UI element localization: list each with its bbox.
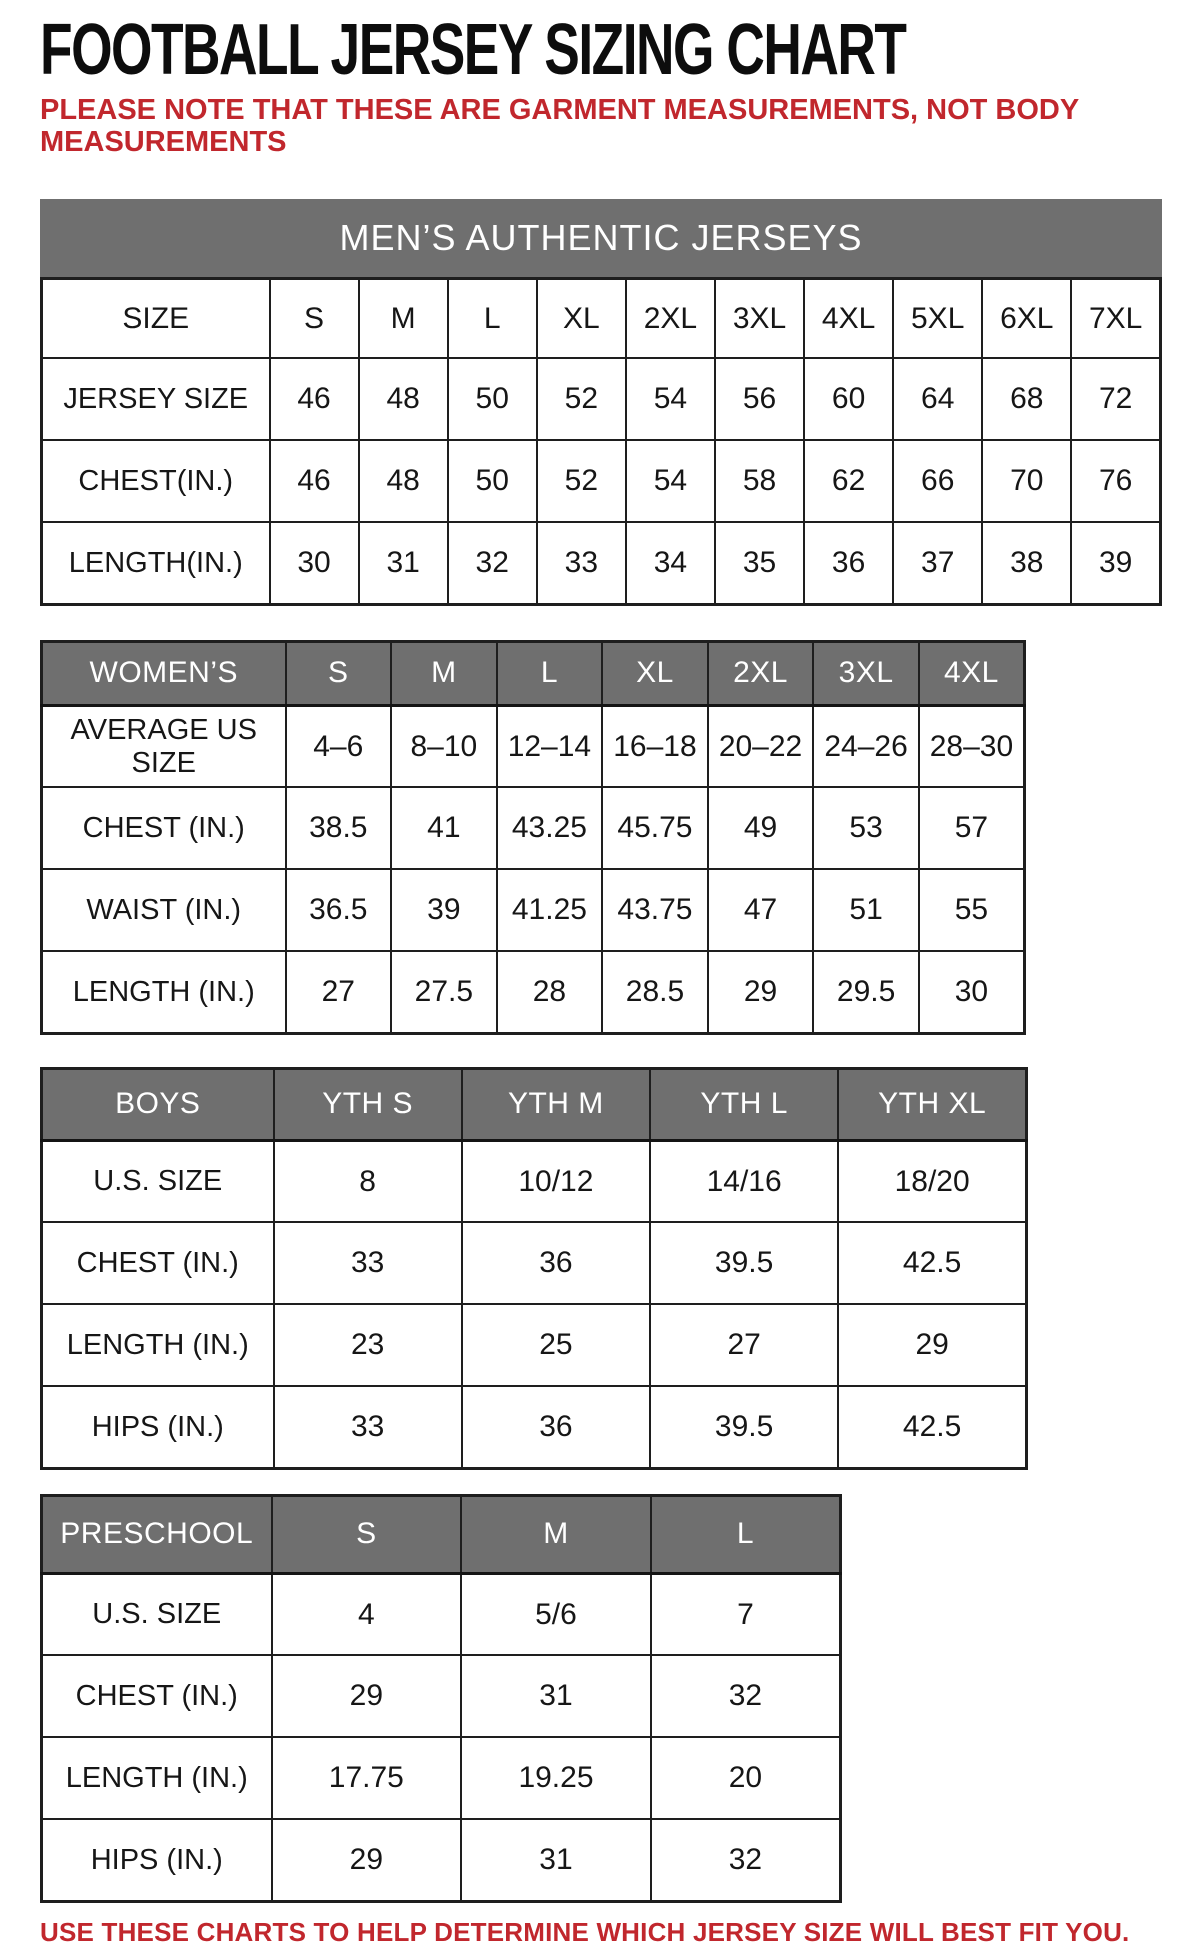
womens-size-table	[40, 640, 1026, 1035]
womens-value-cell: 38.5	[286, 787, 392, 869]
boys-value-cell: 18/20	[838, 1140, 1026, 1222]
mens-column-header: 7XL	[1071, 278, 1160, 358]
preschool-value-cell: 19.25	[461, 1737, 651, 1819]
mens-value-cell: 54	[626, 440, 715, 522]
boys-column-header: YTH XL	[838, 1068, 1026, 1140]
boys-header-row	[42, 1068, 1027, 1140]
mens-value-cell: 50	[448, 358, 537, 440]
boys-value-cell: 39.5	[650, 1222, 838, 1304]
mens-column-header: 4XL	[804, 278, 893, 358]
mens-table-label: SIZE	[42, 278, 270, 358]
mens-column-header: 5XL	[893, 278, 982, 358]
womens-value-cell: 36.5	[286, 869, 392, 951]
womens-table-row	[42, 787, 1025, 869]
mens-value-cell: 31	[359, 522, 448, 604]
mens-value-cell: 50	[448, 440, 537, 522]
womens-value-cell: 29	[708, 951, 814, 1033]
womens-column-header: 2XL	[708, 641, 814, 705]
mens-value-cell: 38	[982, 522, 1071, 604]
womens-value-cell: 30	[919, 951, 1025, 1033]
preschool-size-table	[40, 1494, 842, 1903]
mens-table-banner: MEN’S AUTHENTIC JERSEYS	[40, 199, 1162, 277]
mens-size-table	[40, 277, 1162, 606]
preschool-table-row	[42, 1737, 841, 1819]
mens-column-header: 2XL	[626, 278, 715, 358]
mens-value-cell: 33	[537, 522, 626, 604]
mens-table-row	[42, 440, 1161, 522]
womens-column-header: L	[497, 641, 603, 705]
mens-value-cell: 58	[715, 440, 804, 522]
boys-row-label: CHEST (IN.)	[42, 1222, 274, 1304]
preschool-value-cell: 7	[651, 1573, 841, 1655]
womens-value-cell: 27	[286, 951, 392, 1033]
boys-value-cell: 33	[274, 1222, 462, 1304]
womens-row-label: CHEST (IN.)	[42, 787, 286, 869]
mens-row-label: LENGTH(IN.)	[42, 522, 270, 604]
boys-column-header: YTH L	[650, 1068, 838, 1140]
womens-value-cell: 47	[708, 869, 814, 951]
womens-value-cell: 45.75	[602, 787, 708, 869]
mens-table-row	[42, 358, 1161, 440]
mens-value-cell: 48	[359, 358, 448, 440]
mens-value-cell: 68	[982, 358, 1071, 440]
preschool-value-cell: 17.75	[272, 1737, 462, 1819]
womens-header-row	[42, 641, 1025, 705]
womens-value-cell: 20–22	[708, 705, 814, 787]
boys-table-label: BOYS	[42, 1068, 274, 1140]
boys-table-row	[42, 1140, 1027, 1222]
womens-table-section	[40, 640, 1200, 1035]
womens-table-row	[42, 869, 1025, 951]
preschool-table-section	[40, 1494, 1200, 1903]
womens-row-label: AVERAGE US SIZE	[42, 705, 286, 787]
womens-row-label: LENGTH (IN.)	[42, 951, 286, 1033]
womens-column-header: M	[391, 641, 497, 705]
womens-row-label: WAIST (IN.)	[42, 869, 286, 951]
womens-value-cell: 24–26	[813, 705, 919, 787]
womens-value-cell: 57	[919, 787, 1025, 869]
preschool-value-cell: 5/6	[461, 1573, 651, 1655]
preschool-row-label: LENGTH (IN.)	[42, 1737, 272, 1819]
mens-table-section	[40, 199, 1200, 606]
womens-table-row	[42, 705, 1025, 787]
womens-column-header: 4XL	[919, 641, 1025, 705]
preschool-table-row	[42, 1819, 841, 1901]
womens-value-cell: 4–6	[286, 705, 392, 787]
womens-value-cell: 49	[708, 787, 814, 869]
boys-value-cell: 25	[462, 1304, 650, 1386]
mens-value-cell: 72	[1071, 358, 1160, 440]
preschool-table-row	[42, 1573, 841, 1655]
mens-column-header: M	[359, 278, 448, 358]
preschool-row-label: HIPS (IN.)	[42, 1819, 272, 1901]
womens-value-cell: 8–10	[391, 705, 497, 787]
preschool-table-label: PRESCHOOL	[42, 1495, 272, 1573]
mens-value-cell: 56	[715, 358, 804, 440]
boys-column-header: YTH S	[274, 1068, 462, 1140]
mens-column-header: XL	[537, 278, 626, 358]
mens-column-header: 6XL	[982, 278, 1071, 358]
womens-column-header: 3XL	[813, 641, 919, 705]
preschool-column-header: L	[651, 1495, 841, 1573]
boys-table-row	[42, 1386, 1027, 1468]
mens-value-cell: 54	[626, 358, 715, 440]
garment-measurement-note: PLEASE NOTE THAT THESE ARE GARMENT MEASUREMENTS, NOT BODY MEASUREMENTS	[40, 94, 1079, 159]
womens-value-cell: 39	[391, 869, 497, 951]
boys-table-row	[42, 1222, 1027, 1304]
preschool-table-row	[42, 1655, 841, 1737]
womens-column-header: XL	[602, 641, 708, 705]
preschool-value-cell: 4	[272, 1573, 462, 1655]
boys-value-cell: 36	[462, 1222, 650, 1304]
mens-row-label: CHEST(IN.)	[42, 440, 270, 522]
womens-value-cell: 53	[813, 787, 919, 869]
mens-value-cell: 30	[270, 522, 359, 604]
preschool-column-header: M	[461, 1495, 651, 1573]
womens-value-cell: 43.25	[497, 787, 603, 869]
mens-value-cell: 36	[804, 522, 893, 604]
mens-value-cell: 48	[359, 440, 448, 522]
womens-value-cell: 55	[919, 869, 1025, 951]
womens-value-cell: 27.5	[391, 951, 497, 1033]
preschool-value-cell: 32	[651, 1655, 841, 1737]
womens-value-cell: 12–14	[497, 705, 603, 787]
womens-table-row	[42, 951, 1025, 1033]
mens-value-cell: 62	[804, 440, 893, 522]
womens-value-cell: 28.5	[602, 951, 708, 1033]
boys-value-cell: 29	[838, 1304, 1026, 1386]
boys-row-label: U.S. SIZE	[42, 1140, 274, 1222]
mens-value-cell: 64	[893, 358, 982, 440]
womens-value-cell: 28–30	[919, 705, 1025, 787]
womens-value-cell: 28	[497, 951, 603, 1033]
preschool-row-label: U.S. SIZE	[42, 1573, 272, 1655]
mens-value-cell: 46	[270, 440, 359, 522]
boys-row-label: LENGTH (IN.)	[42, 1304, 274, 1386]
preschool-column-header: S	[272, 1495, 462, 1573]
womens-table-label: WOMEN’S	[42, 641, 286, 705]
preschool-value-cell: 31	[461, 1819, 651, 1901]
mens-table-row	[42, 522, 1161, 604]
boys-size-table	[40, 1067, 1028, 1470]
mens-value-cell: 66	[893, 440, 982, 522]
mens-column-header: 3XL	[715, 278, 804, 358]
boys-value-cell: 39.5	[650, 1386, 838, 1468]
womens-value-cell: 16–18	[602, 705, 708, 787]
boys-value-cell: 36	[462, 1386, 650, 1468]
boys-value-cell: 42.5	[838, 1386, 1026, 1468]
page-title: FOOTBALL JERSEY SIZING CHART	[40, 10, 906, 90]
boys-value-cell: 23	[274, 1304, 462, 1386]
womens-value-cell: 41	[391, 787, 497, 869]
mens-value-cell: 60	[804, 358, 893, 440]
womens-value-cell: 41.25	[497, 869, 603, 951]
fit-advice-footer: USE THESE CHARTS TO HELP DETERMINE WHICH JERSEY SIZE WILL BEST FIT YOU.	[40, 1916, 1130, 1947]
preschool-value-cell: 31	[461, 1655, 651, 1737]
preschool-header-row	[42, 1495, 841, 1573]
mens-row-label: JERSEY SIZE	[42, 358, 270, 440]
mens-value-cell: 46	[270, 358, 359, 440]
mens-value-cell: 39	[1071, 522, 1160, 604]
mens-header-row	[42, 278, 1161, 358]
mens-value-cell: 34	[626, 522, 715, 604]
mens-value-cell: 76	[1071, 440, 1160, 522]
preschool-value-cell: 29	[272, 1819, 462, 1901]
mens-value-cell: 35	[715, 522, 804, 604]
mens-value-cell: 70	[982, 440, 1071, 522]
preschool-value-cell: 20	[651, 1737, 841, 1819]
mens-value-cell: 52	[537, 440, 626, 522]
boys-value-cell: 10/12	[462, 1140, 650, 1222]
boys-table-section	[40, 1067, 1200, 1470]
boys-value-cell: 27	[650, 1304, 838, 1386]
boys-value-cell: 33	[274, 1386, 462, 1468]
mens-value-cell: 52	[537, 358, 626, 440]
womens-value-cell: 51	[813, 869, 919, 951]
boys-value-cell: 42.5	[838, 1222, 1026, 1304]
mens-column-header: L	[448, 278, 537, 358]
womens-value-cell: 29.5	[813, 951, 919, 1033]
mens-value-cell: 37	[893, 522, 982, 604]
boys-column-header: YTH M	[462, 1068, 650, 1140]
boys-row-label: HIPS (IN.)	[42, 1386, 274, 1468]
boys-value-cell: 8	[274, 1140, 462, 1222]
mens-column-header: S	[270, 278, 359, 358]
mens-value-cell: 32	[448, 522, 537, 604]
womens-column-header: S	[286, 641, 392, 705]
boys-table-row	[42, 1304, 1027, 1386]
preschool-row-label: CHEST (IN.)	[42, 1655, 272, 1737]
preschool-value-cell: 29	[272, 1655, 462, 1737]
womens-value-cell: 43.75	[602, 869, 708, 951]
preschool-value-cell: 32	[651, 1819, 841, 1901]
boys-value-cell: 14/16	[650, 1140, 838, 1222]
